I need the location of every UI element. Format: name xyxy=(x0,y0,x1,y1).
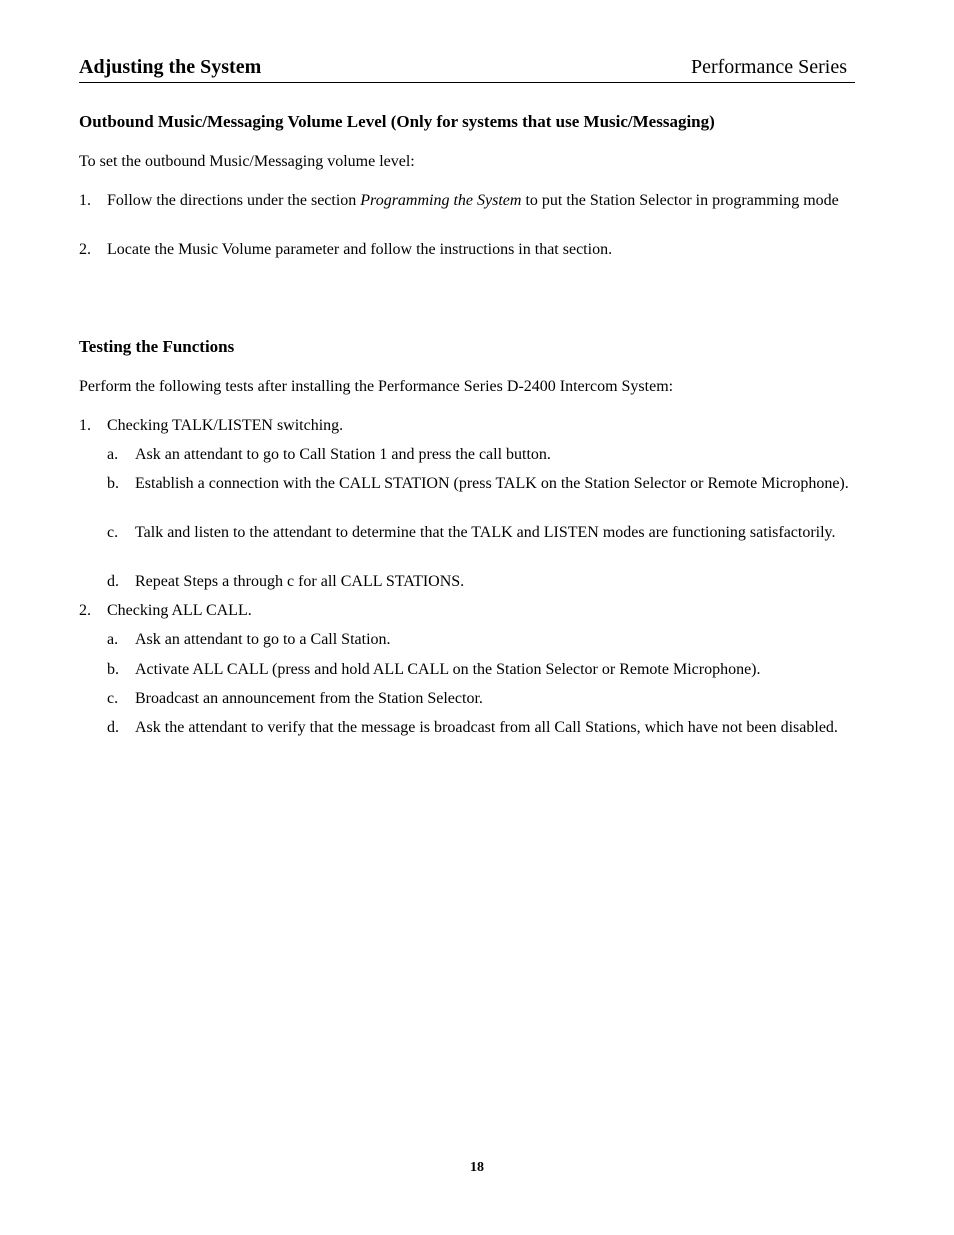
list-text: Checking TALK/LISTEN switching. xyxy=(107,417,344,434)
sub-list-text: Ask an attendant to go to a Call Station. xyxy=(135,631,391,648)
sub-list-letter: a. xyxy=(107,631,119,648)
sub-list-letter: a. xyxy=(107,446,119,463)
sub-list-letter: b. xyxy=(107,661,119,678)
section-heading-testing: Testing the Functions xyxy=(79,337,235,356)
section-heading-music-volume: Outbound Music/Messaging Volume Level (Only for systems that use Music/Messaging) xyxy=(79,112,715,131)
sub-list-letter: d. xyxy=(107,719,119,736)
sub-list-text: Establish a connection with the CALL STATION (press TALK on the Station Selector or Remote Microphone). xyxy=(135,475,849,492)
list-number: 1. xyxy=(79,417,91,434)
sub-list-text: Activate ALL CALL (press and hold ALL CALL on the Station Selector or Remote Microphone). xyxy=(135,661,761,678)
section-reference: Programming the System xyxy=(360,192,522,209)
sub-list-text: Talk and listen to the attendant to determine that the TALK and LISTEN modes are functioning satisfactorily. xyxy=(135,524,836,541)
sub-list-letter: d. xyxy=(107,573,119,590)
list-number: 1. xyxy=(79,192,91,209)
list-text: Checking ALL CALL. xyxy=(107,602,252,619)
sub-list-text: Repeat Steps a through c for all CALL STATIONS. xyxy=(135,573,465,590)
sub-list-text: Broadcast an announcement from the Station Selector. xyxy=(135,690,483,707)
sub-list-letter: c. xyxy=(107,690,119,707)
series-title: Performance Series xyxy=(690,56,847,78)
sub-list-letter: c. xyxy=(107,524,119,541)
list-number: 2. xyxy=(79,602,91,619)
page-header xyxy=(79,56,855,83)
sub-list-text: Ask an attendant to go to Call Station 1 and press the call button. xyxy=(135,446,551,463)
section-intro: To set the outbound Music/Messaging volume level: xyxy=(79,153,415,170)
sub-list-letter: b. xyxy=(107,475,119,492)
list-text: Locate the Music Volume parameter and follow the instructions in that section. xyxy=(107,241,613,258)
chapter-title: Adjusting the System xyxy=(79,56,262,78)
section-intro: Perform the following tests after installing the Performance Series D-2400 Intercom System: xyxy=(79,378,674,395)
list-text: Follow the directions under the section Programming the System to put the Station Selector in programming mode xyxy=(107,192,839,209)
page-number: 18 xyxy=(470,1160,484,1175)
sub-list-text: Ask the attendant to verify that the message is broadcast from all Call Stations, which have not been disabled. xyxy=(135,719,838,736)
list-number: 2. xyxy=(79,241,91,258)
